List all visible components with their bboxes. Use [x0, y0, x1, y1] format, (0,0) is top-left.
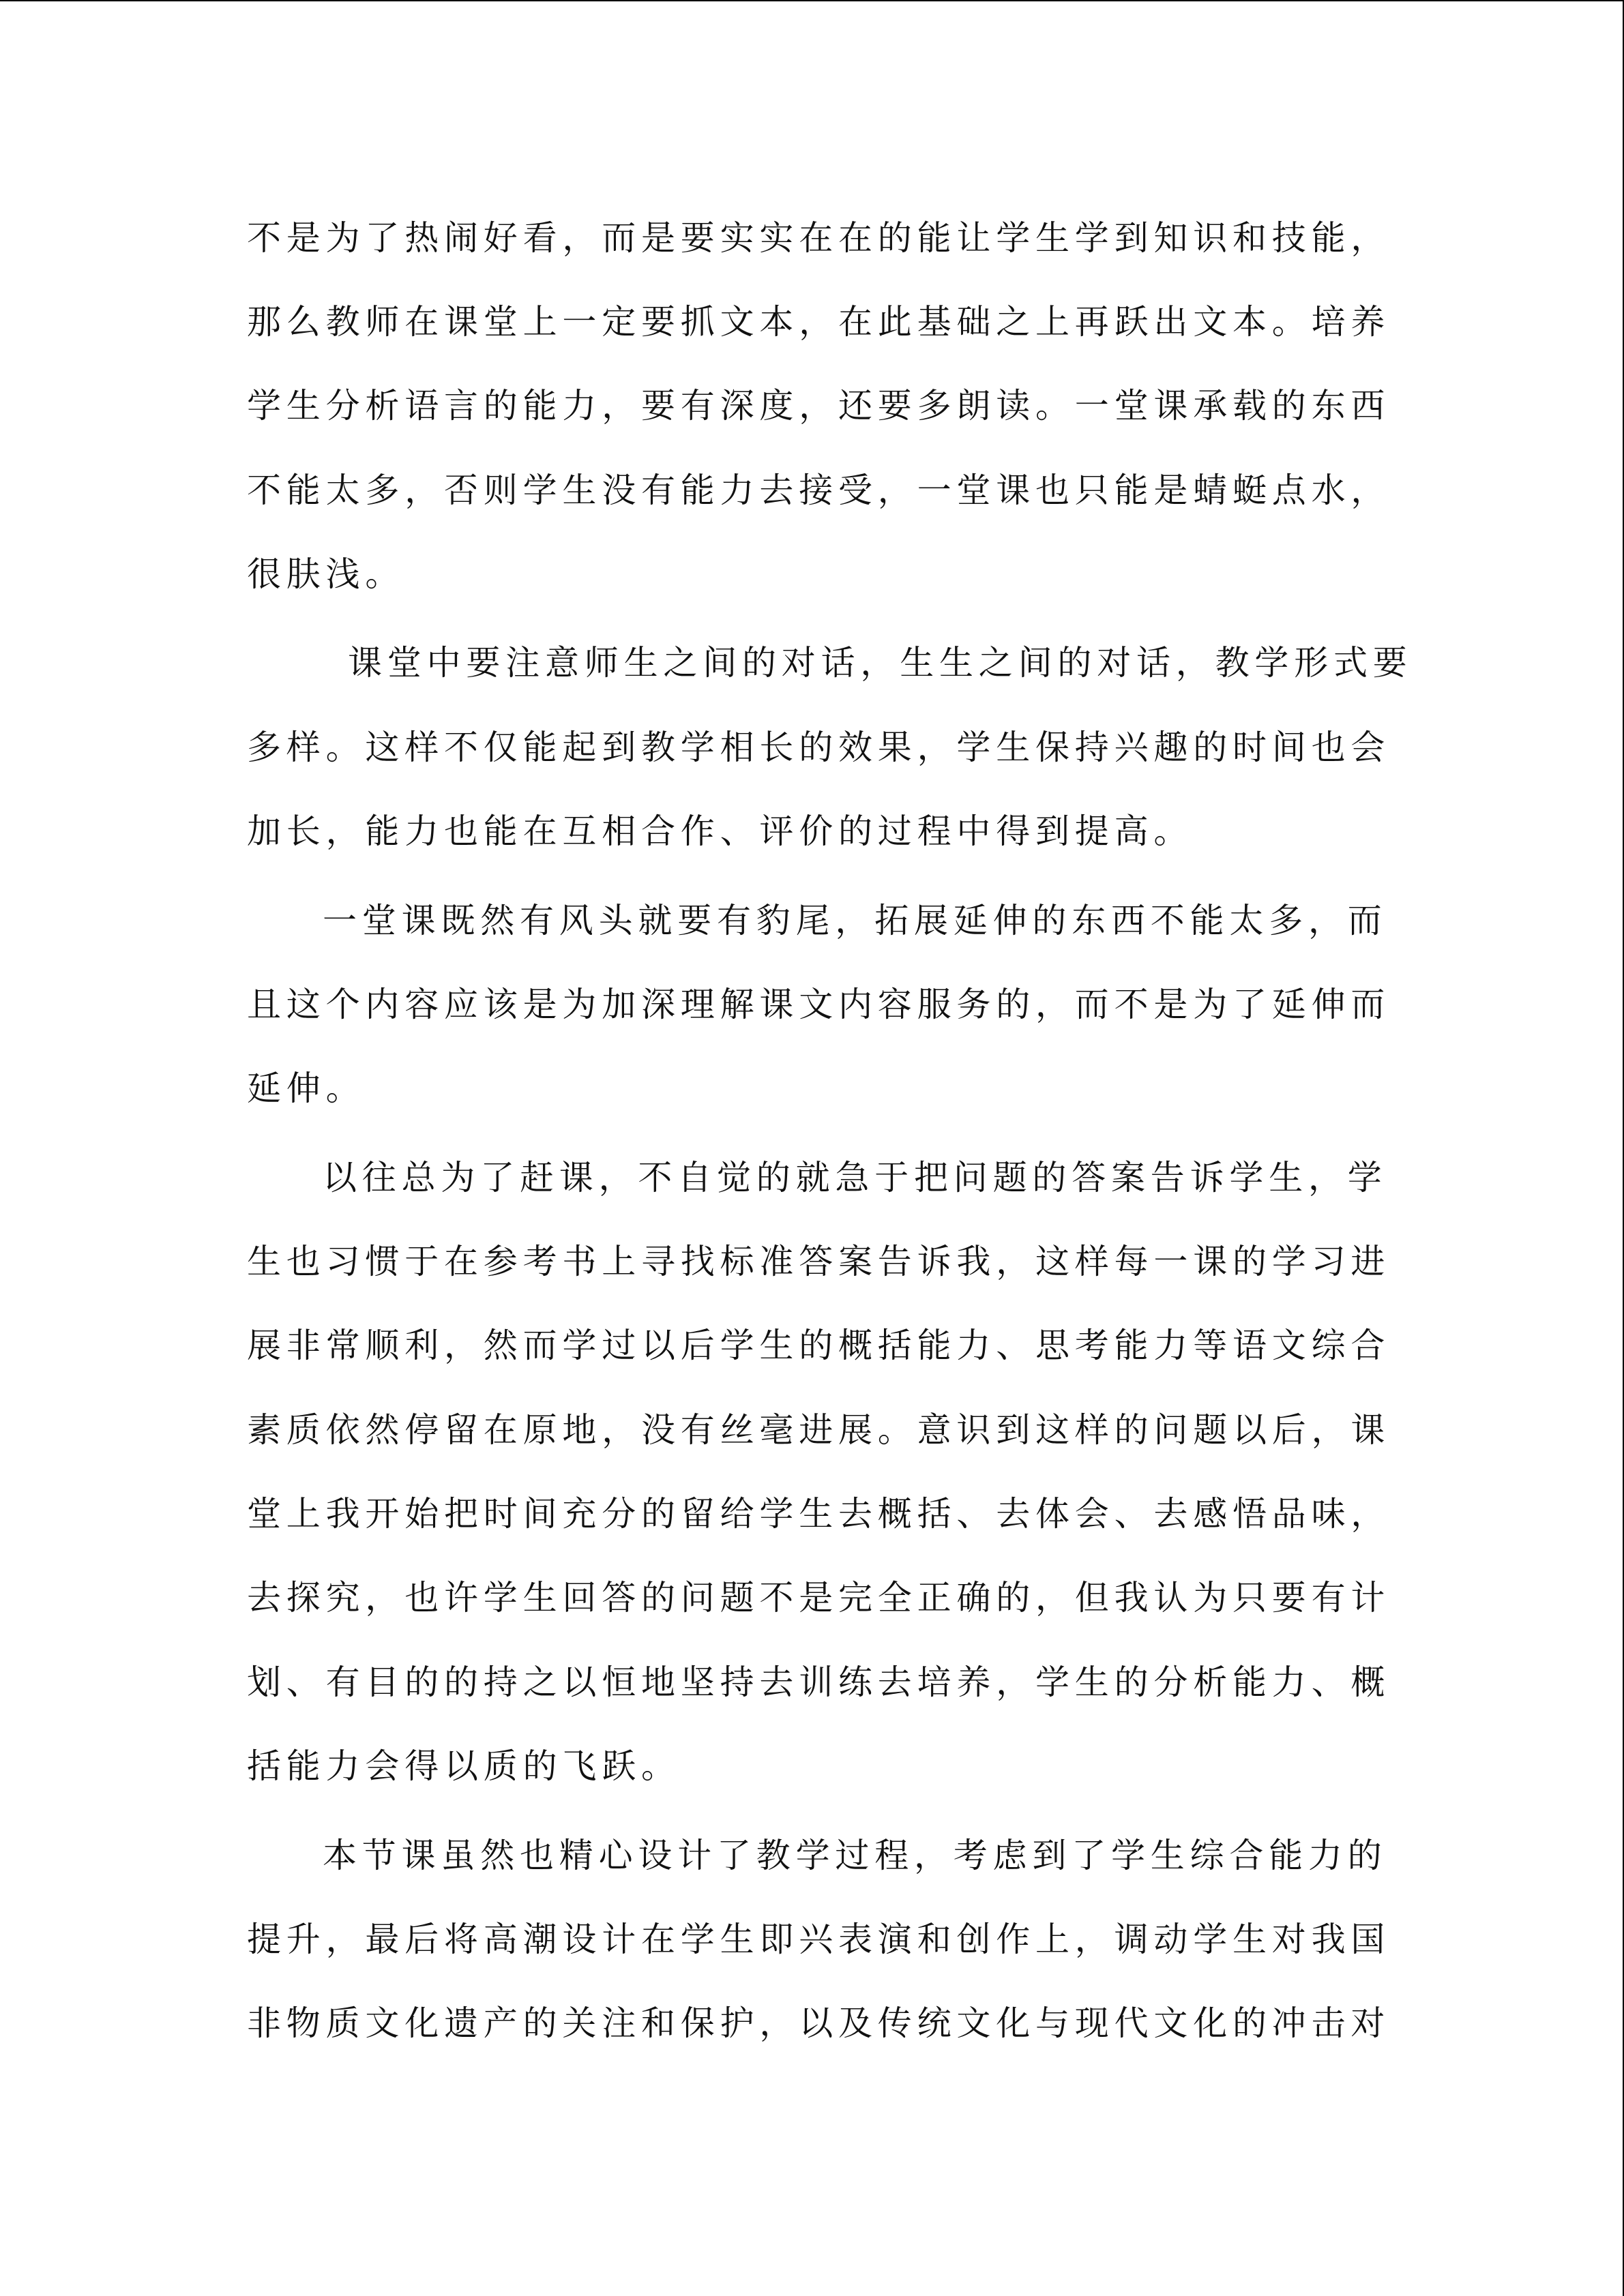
text-line: 不能太多，否则学生没有能力去接受，一堂课也只能是蜻蜓点水，: [247, 471, 1391, 510]
text-line: 很肤浅。: [247, 554, 405, 594]
text-line: 划、有目的的持之以恒地坚持去训练去培养，学生的分析能力、概: [247, 1663, 1391, 1702]
text-line: 不是为了热闹好看，而是要实实在在的能让学生学到知识和技能，: [247, 218, 1391, 258]
text-line: 那么教师在课堂上一定要抓文本，在此基础之上再跃出文本。培养: [247, 302, 1391, 342]
text-line: 多样。这样不仅能起到教学相长的效果，学生保持兴趣的时间也会: [247, 728, 1391, 767]
text-line: 去探究，也许学生回答的问题不是完全正确的，但我认为只要有计: [247, 1578, 1391, 1617]
text-line: 以往总为了赶课，不自觉的就急于把问题的答案告诉学生，学: [323, 1158, 1387, 1197]
text-line: 延伸。: [247, 1069, 366, 1108]
text-line: 课堂中要注意师生之间的对话，生生之间的对话，教学形式要: [348, 643, 1413, 683]
text-line: 括能力会得以质的飞跃。: [247, 1746, 681, 1786]
text-line: 本节课虽然也精心设计了教学过程，考虑到了学生综合能力的: [323, 1836, 1387, 1875]
text-line: 生也习惯于在参考书上寻找标准答案告诉我，这样每一课的学习进: [247, 1242, 1391, 1281]
page-top-border: [0, 0, 1624, 1]
text-line: 非物质文化遗产的关注和保护，以及传统文化与现代文化的冲击对: [247, 2003, 1391, 2043]
text-line: 素质依然停留在原地，没有丝毫进展。意识到这样的问题以后，课: [247, 1410, 1391, 1450]
text-line: 学生分析语言的能力，要有深度，还要多朗读。一堂课承载的东西: [247, 386, 1391, 426]
text-line: 加长，能力也能在互相合作、评价的过程中得到提高。: [247, 811, 1194, 851]
text-line: 且这个内容应该是为加深理解课文内容服务的，而不是为了延伸而: [247, 985, 1391, 1024]
text-line: 堂上我开始把时间充分的留给学生去概括、去体会、去感悟品味，: [247, 1494, 1391, 1534]
text-line: 一堂课既然有风头就要有豹尾，拓展延伸的东西不能太多，而: [323, 901, 1387, 940]
text-line: 提升，最后将高潮设计在学生即兴表演和创作上，调动学生对我国: [247, 1920, 1391, 1959]
text-line: 展非常顺利，然而学过以后学生的概括能力、思考能力等语文综合: [247, 1326, 1391, 1365]
